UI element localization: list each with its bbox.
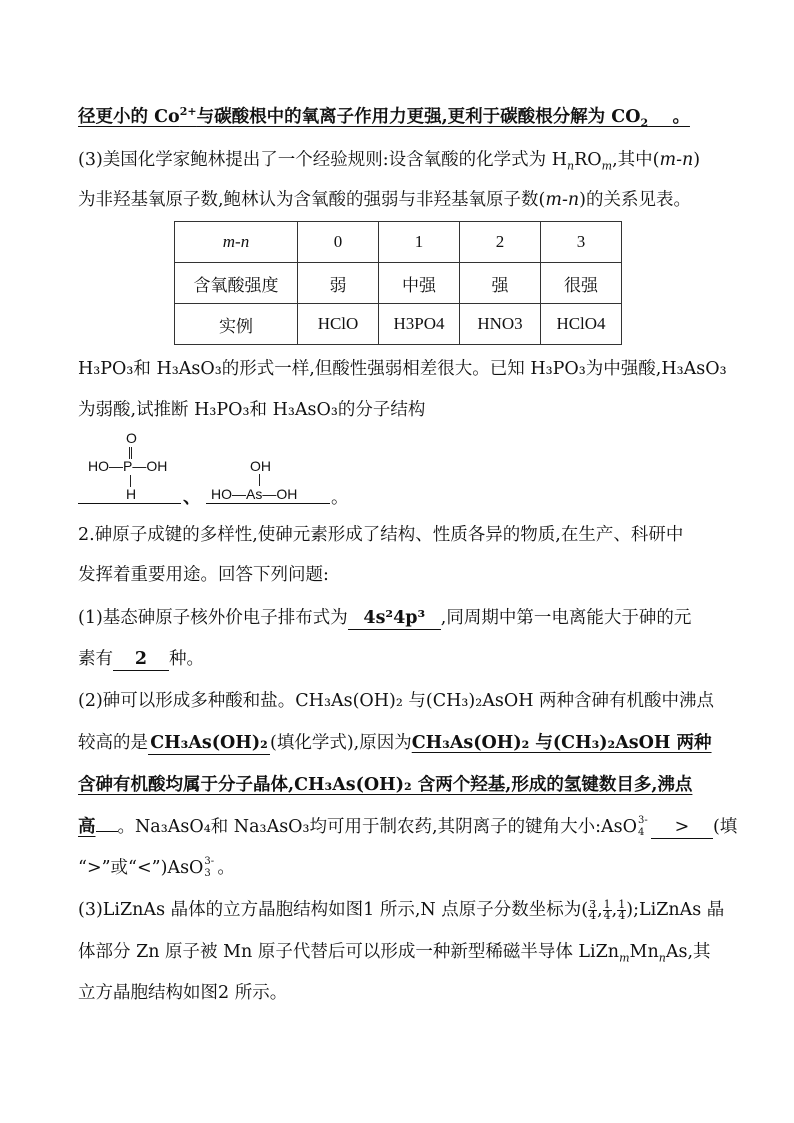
text-seg: m-n <box>659 150 694 170</box>
denominator: 4 <box>603 909 611 922</box>
cell-text: m-n <box>222 232 250 251</box>
text-seg: 径更小的 Co <box>78 107 180 127</box>
answer-text: CH₃As(OH)₂ 与(CH₃)₂AsOH 两种 <box>411 733 712 753</box>
table-cell: 3 <box>541 222 622 263</box>
q2-p1-line2 <box>78 647 204 671</box>
fraction <box>588 900 597 921</box>
acid-strength-table <box>174 221 622 345</box>
table-cell: HClO <box>298 304 379 345</box>
answer-blank-2 <box>206 503 330 504</box>
text-seg: 。 <box>217 858 235 878</box>
subscript: 3 <box>204 868 211 879</box>
text-seg: 种。 <box>169 649 204 669</box>
superscript: 3- <box>204 856 215 867</box>
q2-p2-line4 <box>78 815 737 839</box>
text-seg: (3)美国化学家鲍林提出了一个经验规则:设含氧酸的化学式为 H <box>78 150 568 170</box>
table-cell: 实例 <box>175 304 298 345</box>
text-seg: Mn <box>629 942 659 962</box>
answer-blank <box>96 831 118 832</box>
text-seg: );LiZnAs 晶 <box>626 900 725 920</box>
table-row <box>175 222 622 263</box>
text-seg: 。 <box>672 107 690 127</box>
q2-line2: 发挥着重要用途。回答下列问题: <box>78 565 329 585</box>
table-cell: 0 <box>298 222 379 263</box>
table-cell: HClO4 <box>541 304 622 345</box>
table-row <box>175 263 622 304</box>
table-cell: H3PO4 <box>379 304 460 345</box>
h3po3-o-label: O <box>126 430 137 446</box>
text-seg: (1)基态砷原子核外价电子排布式为 <box>78 608 348 628</box>
text-seg: As,其 <box>665 942 711 962</box>
after-table-line2: 为弱酸,试推断 H₃PO₃和 H₃AsO₃的分子结构 <box>78 400 426 420</box>
subscript: 2 <box>640 116 649 130</box>
ion-charge <box>203 856 217 879</box>
intro-line <box>78 105 690 129</box>
answer-blank: CH₃As(OH)₂ <box>148 732 270 755</box>
table-row <box>175 304 622 345</box>
after-table-line1: H₃PO₃和 H₃AsO₃的形式一样,但酸性强弱相差很大。已知 H₃PO₃为中强酸,H₃AsO₃ <box>78 359 727 379</box>
text-seg: (3)LiZnAs 晶体的立方晶胞结构如图1 所示,N 点原子分数坐标为( <box>78 900 589 920</box>
fraction <box>603 900 612 921</box>
q2-p2-line2 <box>78 731 712 755</box>
denominator: 4 <box>618 909 626 922</box>
text-seg: ,同周期中第一电离能大于砷的元 <box>440 608 692 628</box>
table-cell: 1 <box>379 222 460 263</box>
q2-p3-line2 <box>78 940 711 964</box>
q2-p3-line3: 立方晶胞结构如图2 所示。 <box>78 983 288 1003</box>
ion-charge <box>637 815 651 838</box>
text-seg: )的关系见表。 <box>579 190 691 210</box>
text-seg: (填化学式),原因为 <box>270 733 412 753</box>
separator: 、 <box>183 488 201 508</box>
structures-end: 。 <box>331 488 349 508</box>
fraction <box>617 900 626 921</box>
q2-p2-line1: (2)砷可以形成多种酸和盐。CH₃As(OH)₂ 与(CH₃)₂AsOH 两种含砷有机酸中沸点 <box>78 691 715 711</box>
h3aso3-main-chain: HO—As—OH <box>211 486 298 502</box>
superscript: 2+ <box>179 105 197 119</box>
q2-line1: 2.砷原子成键的多样性,使砷元素形成了结构、性质各异的物质,在生产、科研中 <box>78 525 684 545</box>
h3aso3-oh-label: OH <box>250 458 271 474</box>
table-cell: 强 <box>460 263 541 304</box>
h3po3-main-chain: HO—P—OH <box>88 458 168 474</box>
superscript: 3- <box>637 815 648 826</box>
text-seg: 为非羟基氧原子数,鲍林认为含氧酸的强弱与非羟基氧原子数( <box>78 190 546 210</box>
text-seg: 较高的是 <box>78 733 148 753</box>
answer-blank-1 <box>78 503 181 504</box>
h3aso3-oh-bond <box>259 474 260 486</box>
h3po3-h-label: H <box>126 486 137 502</box>
subscript: m <box>619 951 630 965</box>
q2-p2-line5 <box>78 856 235 880</box>
table-cell: 2 <box>460 222 541 263</box>
text-seg: ,其中( <box>612 150 660 170</box>
table-cell: 含氧酸强度 <box>175 263 298 304</box>
text-seg: 。Na₃AsO₄和 Na₃AsO₃均可用于制农药,其阴离子的键角大小:AsO <box>117 817 637 837</box>
text-seg: 素有 <box>78 649 113 669</box>
text-seg: ) <box>693 150 701 170</box>
table-cell: 中强 <box>379 263 460 304</box>
answer-text: 高 <box>78 817 96 837</box>
numerator: 1 <box>603 898 611 911</box>
answer-blank: 4s²4p³ <box>348 607 441 630</box>
answer-blank: 2 <box>113 648 169 671</box>
text-seg: RO <box>574 150 602 170</box>
table-cell: 弱 <box>298 263 379 304</box>
subscript: m <box>601 159 613 173</box>
numerator: 3 <box>589 898 597 911</box>
table-cell: 很强 <box>541 263 622 304</box>
answer-blank: > <box>651 816 713 839</box>
q2-p3-line1: (3)LiZnAs 晶体的立方晶胞结构如图1 所示,N 点原子分数坐标为( $\frac{3}{4}$ , $\frac{1}{4}$ , $\frac{1}{4}$ );LiZnAs 晶 <box>78 898 725 922</box>
text-seg: (填 <box>712 817 738 837</box>
q2-p2-line3: 含砷有机酸均属于分子晶体,CH₃As(OH)₂ 含两个羟基,形成的氢键数目多,沸点 <box>78 775 693 795</box>
text-seg: m-n <box>545 190 580 210</box>
q2-p1-line1 <box>78 606 691 630</box>
numerator: 1 <box>618 898 626 911</box>
text-seg: 体部分 Zn 原子被 Mn 原子代替后可以形成一种新型稀磁半导体 LiZn <box>78 942 620 962</box>
para3-line1 <box>78 148 700 172</box>
table-cell <box>175 222 298 263</box>
text-seg: 与碳酸根中的氧离子作用力更强,更利于碳酸根分解为 CO <box>196 107 641 127</box>
text-seg: “>”或“<”)AsO <box>78 858 204 878</box>
para3-line2 <box>78 188 691 212</box>
denominator: 4 <box>589 909 597 922</box>
subscript: 4 <box>637 827 645 838</box>
table-cell: HNO3 <box>460 304 541 345</box>
subscript: n <box>567 159 575 173</box>
subscript: n <box>658 951 666 965</box>
